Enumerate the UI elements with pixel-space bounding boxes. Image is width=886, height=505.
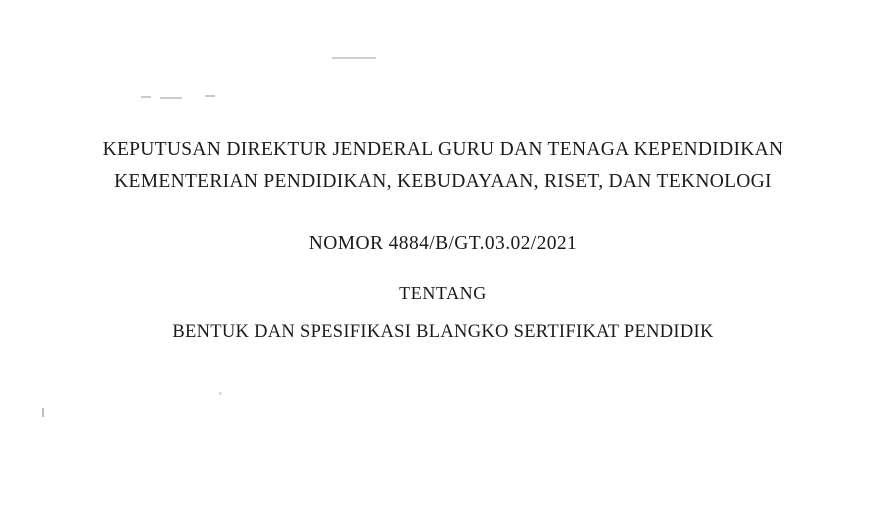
scan-artifact-dash-middle <box>160 97 182 99</box>
decree-subject: BENTUK DAN SPESIFIKASI BLANGKO SERTIFIKAT PENDIDIK <box>172 322 714 342</box>
scan-artifact-top-line <box>332 57 376 59</box>
decree-heading-line-1: KEPUTUSAN DIREKTUR JENDERAL GURU DAN TENAGA KEPENDIDIKAN <box>102 139 784 160</box>
scan-artifact-dash-right <box>205 95 215 97</box>
about-label: TENTANG <box>399 283 487 303</box>
decree-heading-line-2: KEMENTERIAN PENDIDIKAN, KEBUDAYAAN, RISET, DAN TEKNOLOGI <box>114 171 772 192</box>
scan-artifact-speck-upper <box>219 392 222 395</box>
scan-artifact-speck-lower <box>42 408 44 417</box>
scan-artifact-dash-left <box>141 96 151 98</box>
decree-number: NOMOR 4884/B/GT.03.02/2021 <box>308 233 578 254</box>
